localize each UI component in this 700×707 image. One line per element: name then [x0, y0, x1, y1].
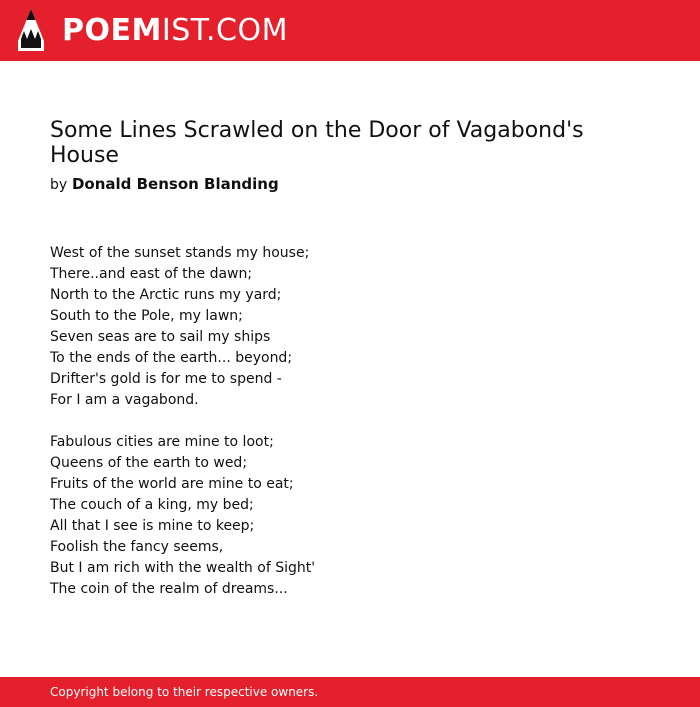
- logo-text-bold: POEM: [62, 13, 162, 48]
- poem-line: Queens of the earth to wed;: [50, 455, 248, 471]
- site-header: [0, 0, 700, 61]
- site-footer: [0, 677, 700, 707]
- copyright-notice: Copyright belong to their respective owners.: [50, 685, 319, 699]
- poem-line: Drifter's gold is for me to spend -: [50, 371, 282, 387]
- site-logo[interactable]: [62, 11, 288, 51]
- poem-line: North to the Arctic runs my yard;: [50, 287, 282, 303]
- poem-line: For I am a vagabond.: [50, 392, 199, 408]
- pencil-icon[interactable]: [18, 9, 44, 51]
- poem-line: Seven seas are to sail my ships: [50, 329, 271, 345]
- stanza: [50, 432, 650, 600]
- poem-body: [50, 243, 650, 621]
- poem-line: West of the sunset stands my house;: [50, 245, 310, 261]
- author-name[interactable]: Donald Benson Blanding: [71, 175, 279, 193]
- logo-text-light: IST.COM: [161, 13, 288, 48]
- byline-prefix: by: [50, 177, 68, 193]
- poem-line: The couch of a king, my bed;: [50, 497, 254, 513]
- poem-title: Some Lines Scrawled on the Door of Vagabond's House: [50, 118, 584, 168]
- poem-line: To the ends of the earth... beyond;: [50, 350, 293, 366]
- poem-line: Fruits of the world are mine to eat;: [50, 476, 294, 492]
- poem-line: But I am rich with the wealth of Sight': [50, 560, 316, 576]
- poem-line: South to the Pole, my lawn;: [50, 308, 243, 324]
- poem-line: Fabulous cities are mine to loot;: [50, 434, 274, 450]
- poem-line: Foolish the fancy seems,: [50, 539, 224, 555]
- stanza: [50, 243, 650, 411]
- poem-line: The coin of the realm of dreams...: [50, 581, 288, 597]
- poem-line: All that I see is mine to keep;: [50, 518, 255, 534]
- poem-line: There..and east of the dawn;: [50, 266, 253, 282]
- byline: [50, 173, 279, 196]
